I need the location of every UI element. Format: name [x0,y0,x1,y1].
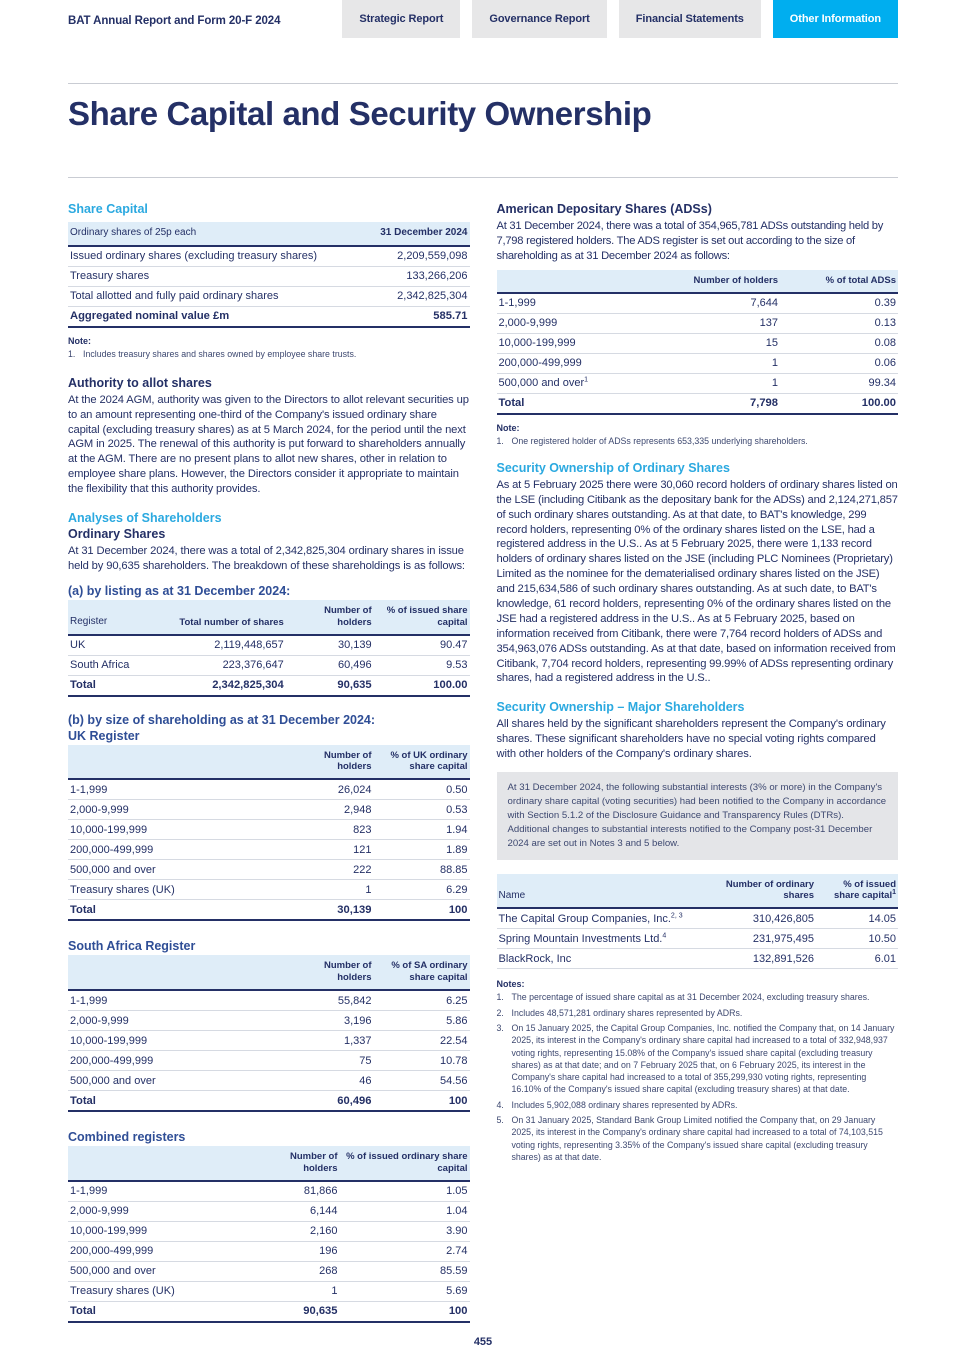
table-total-row [68,1091,470,1112]
row-value: 2,209,559,098 [335,246,470,267]
total-value: 585.71 [335,306,470,327]
table-row [68,635,470,656]
table-body [68,635,470,676]
column-header: % of issued ordinary share capital [340,1146,470,1181]
table-row [497,293,899,314]
row-value: 1 [630,373,780,393]
table-header-row [68,955,470,990]
row-value: 223,376,647 [168,655,286,675]
note-number: 3. [496,1022,504,1033]
row-value: 5.69 [340,1281,470,1301]
table-body [497,908,899,969]
table-row [68,1281,470,1301]
column-header-text: % of issued share capital [834,878,896,902]
table-row [497,313,899,333]
total-value: 100.00 [374,675,470,696]
note-item [497,1022,899,1096]
row-value: 2,160 [252,1221,340,1241]
column-header-footnote: 1 [892,889,896,897]
note-item [497,1099,899,1111]
share-capital-heading: Share Capital [68,202,148,216]
row-label: 500,000 and over [68,860,286,880]
column-header: Name [497,874,715,909]
column-header: Number of holders [252,1146,340,1181]
total-label: Total [68,1091,286,1112]
table-total-row [68,1301,470,1322]
note-item [497,1114,899,1163]
note-text: Includes 5,902,088 ordinary shares represented by ADRs. [511,1099,738,1110]
column-header: Number of holders [286,745,374,780]
table-row [497,949,899,969]
major-notes [497,979,899,1163]
note-text: The percentage of issued share capital as at 31 December 2024, excluding treasury shares. [511,992,870,1003]
sa-register-table [68,955,470,1112]
header-divider [68,83,898,84]
row-value: 3.90 [340,1221,470,1241]
note-item [68,348,470,360]
percent-value: 6.01 [816,949,898,969]
top-navigation [0,0,966,40]
row-value: 54.56 [374,1071,470,1091]
table-row [68,246,470,267]
table-row [68,1181,470,1202]
row-label: Treasury shares [68,266,335,286]
row-label: 10,000-199,999 [68,1221,252,1241]
column-header: % of UK ordinary share capital [374,745,470,780]
row-label: 1-1,999 [68,779,286,800]
row-label: 10,000-199,999 [68,1031,286,1051]
note-item [497,1007,899,1019]
total-value: 7,798 [630,393,780,414]
table-row [68,820,470,840]
table-body [68,990,470,1091]
uk-register-subcaption: UK Register [68,728,140,743]
nav-tabs [342,0,898,38]
column-header: % of total ADSs [780,270,898,293]
table-row [68,1201,470,1221]
row-value: 26,024 [286,779,374,800]
major-shareholders-heading: Security Ownership – Major Shareholders [496,700,745,715]
total-value: 90,635 [286,675,374,696]
row-value: 1,337 [286,1031,374,1051]
row-label: 200,000-499,999 [68,1241,252,1261]
row-label: Total allotted and fully paid ordinary shares [68,286,335,306]
column-header [68,955,286,990]
row-value: 1.05 [340,1181,470,1202]
row-label: 200,000-499,999 [497,353,631,373]
total-value: 100.00 [780,393,898,414]
row-value: 133,266,206 [335,266,470,286]
note-list [497,991,899,1163]
page-title: Share Capital and Security Ownership [68,95,652,132]
tab-governance-report[interactable]: Governance Report [472,0,606,38]
row-value: 0.50 [374,779,470,800]
column-header [816,874,898,909]
table-row [68,1241,470,1261]
row-value: 75 [286,1051,374,1071]
row-value: 99.34 [780,373,898,393]
table-row [68,1051,470,1071]
row-value: 9.53 [374,655,470,675]
table-header-row [497,270,899,293]
row-value: 0.08 [780,333,898,353]
table-total-row [497,393,899,414]
page-number: 455 [473,1336,493,1348]
substantial-interests-box: At 31 December 2024, the following substantial interests (3% or more) in the Company's ordinary share capital (voting securities) had been notified to the Company in accordance with Section 5.1.2 of the Disclosure Guidance and Transparency Rules (DTRs). Additional changes to substantial interests notified to the Company post-31 December 2024 are set out in Notes 3 and 5 below. [497,772,899,860]
total-value: 30,139 [286,900,374,921]
row-value: 222 [286,860,374,880]
row-value: 1.89 [374,840,470,860]
table-header-row [68,222,470,246]
notes-label: Notes: [496,979,525,990]
share-capital-notes [68,336,470,360]
row-label: 2,000-9,999 [497,313,631,333]
total-value: 60,496 [286,1091,374,1112]
table-row [68,860,470,880]
table-row [68,840,470,860]
row-value: 5.86 [374,1011,470,1031]
note-label: Note: [68,335,91,346]
ads-notes [497,423,899,447]
row-label: Issued ordinary shares (excluding treasury shares) [68,246,335,267]
table-header-row [68,745,470,780]
table-body [68,1181,470,1302]
analyses-paragraph: At 31 December 2024, there was a total of 2,342,825,304 ordinary shares in issue held by 90,635 shareholders. The breakdown of these shareholdings is as follows: [68,545,465,572]
uk-register-caption: (b) by size of shareholding as at 31 December 2024: [68,712,376,727]
row-value: 10.78 [374,1051,470,1071]
table-row [68,266,470,286]
shareholder-name: The Capital Group Companies, Inc.$^{2, 3}$ [497,908,715,929]
row-label: 10,000-199,999 [497,333,631,353]
column-header: Number of holders [286,955,374,990]
report-brand: BAT Annual Report and Form 20-F 2024 [68,15,281,27]
table-header-row [497,874,899,909]
row-value: 1.94 [374,820,470,840]
column-header: % of SA ordinary share capital [374,955,470,990]
row-value: 823 [286,820,374,840]
column-header: % of issued share capital [374,600,470,635]
note-number: 1. [496,992,504,1003]
row-value: 1 [630,353,780,373]
listing-table-caption: (a) by listing as at 31 December 2024: [68,583,291,598]
tab-other-information[interactable]: Other Information [773,0,898,38]
total-value: 90,635 [252,1301,340,1322]
row-label: 10,000-199,999 [68,820,286,840]
shares-value: 310,426,805 [714,908,816,929]
tab-financial-statements[interactable]: Financial Statements [619,0,761,38]
column-header: Number of holders [286,600,374,635]
note-number: 4. [496,1099,504,1110]
row-label: South Africa [68,655,168,675]
tab-strategic-report[interactable]: Strategic Report [342,0,460,38]
row-value: 0.39 [780,293,898,314]
row-label: 2,000-9,999 [68,800,286,820]
percent-value: 14.05 [816,908,898,929]
row-value: 81,866 [252,1181,340,1202]
row-value: 46 [286,1071,374,1091]
note-number: 1. [68,348,76,359]
table-row [68,800,470,820]
analyses-heading: Analyses of Shareholders [68,511,222,526]
total-value: 2,342,825,304 [168,675,286,696]
combined-register-caption: Combined registers [68,1130,186,1145]
content-columns [68,202,898,1325]
row-value: 137 [630,313,780,333]
row-value: 3,196 [286,1011,374,1031]
row-value: 85.59 [340,1261,470,1281]
table-row [68,1221,470,1241]
column-header: 31 December 2024 [335,222,470,246]
row-value: 2,119,448,657 [168,635,286,656]
note-number: 1. [496,435,504,446]
column-header [68,1146,252,1181]
note-text: On 15 January 2025, the Capital Group Companies, Inc. notified the Company that, on 14 January 2025, its interest in the Company's ordinary share capital had increased to a total of 332,948,937 voting rights, representing 15.08% of the Company's issued share capital (excluding treasury shares) as at that date; and on 7 February 2025 that, on 6 February 2025, its interest in the Company's share capital had increased to a total of 355,299,930 voting rights, representing 16.10% of the Company's issued share capital (excluding treasury shares) at that date. [511,1022,895,1095]
column-header: Register [68,600,168,635]
table-row [497,373,899,393]
row-label: 200,000-499,999 [68,840,286,860]
table-row [68,880,470,900]
table-total-row [68,306,470,327]
uk-register-table [68,745,470,922]
table-body [497,293,899,394]
ads-table [497,270,899,415]
table-row [68,1031,470,1051]
column-header: Ordinary shares of 25p each [68,222,335,246]
row-label: 1-1,999 [68,990,286,1011]
row-value: 6.25 [374,990,470,1011]
table-row [68,990,470,1011]
table-header-row [68,600,470,635]
ads-paragraph: At 31 December 2024, there was a total of 354,965,781 ADSs outstanding held by 7,798 registered holders. The ADS register is set out according to the size of shareholding as at 31 December 2024 as follows: [496,220,884,262]
table-row [68,655,470,675]
row-value: 90.47 [374,635,470,656]
percent-value: 10.50 [816,929,898,949]
authority-paragraph: At the 2024 AGM, authority was given to the Directors to allot relevant securities up to an amount representing one-third of the Company's issued ordinary share capital (excluding treasury shares) as at 5 March 2024, for the period until the next AGM in 2025. The renewal of this authority is put forward to shareholders annually at the AGM. There are no present plans to allot new shares, other in relation to employee share plans. However, the Directors consider it appropriate to maintain the flexibility that this authority provides. [68,393,469,496]
note-text: One registered holder of ADSs represents 653,335 underlying shareholders. [511,435,808,446]
note-list [497,435,899,447]
total-value: 100 [374,1091,470,1112]
table-row [497,929,899,949]
shareholder-name: BlackRock, Inc [497,949,715,969]
row-value: 2,948 [286,800,374,820]
row-label: 500,000 and over [68,1071,286,1091]
row-value: 30,139 [286,635,374,656]
table-row [68,286,470,306]
shareholder-name: Spring Mountain Investments Ltd.$^4$ [497,929,715,949]
note-text: Includes 48,571,281 ordinary shares represented by ADRs. [511,1007,743,1018]
ordinary-shares-heading: Ordinary Shares [68,527,166,542]
row-value: 22.54 [374,1031,470,1051]
row-value: 1.04 [340,1201,470,1221]
table-row [497,908,899,929]
column-header: Total number of shares [168,600,286,635]
row-value: 7,644 [630,293,780,314]
row-label: 1-1,999 [497,293,631,314]
row-value: 268 [252,1261,340,1281]
row-value: 0.53 [374,800,470,820]
total-value: 100 [340,1301,470,1322]
row-label: 200,000-499,999 [68,1051,286,1071]
shares-value: 132,891,526 [714,949,816,969]
row-value: 1 [286,880,374,900]
left-column [68,202,470,1325]
note-label: Note: [496,422,520,433]
row-value: 15 [630,333,780,353]
share-capital-table [68,222,470,328]
sa-register-caption: South Africa Register [68,939,196,954]
total-label: Aggregated nominal value £m [68,306,335,327]
column-header: Number of holders [630,270,780,293]
note-text: On 31 January 2025, Standard Bank Group Limited notified the Company that, on 29 January 2025, its interest in the Company's ordinary share capital had increased to a total of 74,103,515 voting rights, representing 3.35% of the Company's issued share capital (excluding treasury shares) as at that date. [511,1115,883,1163]
row-value: 121 [286,840,374,860]
row-value: 55,842 [286,990,374,1011]
table-row [497,333,899,353]
row-value: 1 [252,1281,340,1301]
listing-table [68,600,470,697]
total-value: 100 [374,900,470,921]
row-label: Treasury shares (UK) [68,1281,252,1301]
major-shareholders-table [497,874,899,970]
row-label: 2,000-9,999 [68,1201,252,1221]
row-label: UK [68,635,168,656]
ads-heading: American Depositary Shares (ADSs) [496,202,712,216]
total-label: Total [68,900,286,921]
major-shareholders-paragraph: All shares held by the significant shareholders represent the Company's ordinary shares. These significant shareholders have no special voting rights compared with other holders of the Company's ordinary shares. [496,718,886,761]
note-text: Includes treasury shares and shares owned by employee share trusts. [83,348,357,359]
row-value: 6.29 [374,880,470,900]
table-row [68,1071,470,1091]
table-total-row [68,900,470,921]
table-header-row [68,1146,470,1181]
row-label: 2,000-9,999 [68,1011,286,1031]
authority-heading: Authority to allot shares [68,375,212,390]
row-label: 500,000 and over [68,1261,252,1281]
table-row [68,1261,470,1281]
right-column [497,202,899,1325]
total-label: Total [68,675,168,696]
row-value: 2,342,825,304 [335,286,470,306]
column-header: Number of ordinary shares [714,874,816,909]
table-body [68,779,470,900]
column-header [497,270,631,293]
column-header [68,745,286,780]
note-number: 5. [496,1115,504,1126]
row-value: 6,144 [252,1201,340,1221]
total-label: Total [68,1301,252,1322]
table-body [68,246,470,307]
row-label: 500,000 and over$^1$ [497,373,631,393]
row-value: 2.74 [340,1241,470,1261]
ownership-heading: Security Ownership of Ordinary Shares [496,460,730,475]
note-item [497,991,899,1003]
note-item [497,435,899,447]
total-label: Total [497,393,631,414]
title-divider [68,177,898,178]
ownership-paragraph: As at 5 February 2025 there were 30,060 record holders of ordinary shares listed on the LSE (including Citibank as the depositary bank for the ADSs) and 2,124,271,857 of such ordinary shares outstanding. As at that date, to BAT's knowledge, 299 record holders, representing 0% of the ordinary shares listed on the LSE, had a registered address in the U.S.. As at 5 February 2025, there were 1,133 record holders of ordinary shares listed on the JSE (including PLC Nominees (Proprietary) Limited as the nominee for the dematerialised ordinary shares listed on the JSE) and 215,634,586 of such ordinary shares outstanding. As at such date, to BAT's knowledge, 61 record holders, representing 0% of the ordinary shares listed on the JSE had a registered address in the U.S.. As at 5 February 2025, based on information received from Citibank, there were 7,764 record holders of ADSs and 354,963,076 ADSs outstanding. As at that date, based on information received from Citibank, 7,704 record holders, representing 99.99% of ADSs representing ordinary shares, had a registered address in the U.S.. [496,478,898,685]
row-label: Treasury shares (UK) [68,880,286,900]
table-row [497,353,899,373]
table-total-row [68,675,470,696]
row-value: 0.06 [780,353,898,373]
combined-register-table [68,1146,470,1323]
note-number: 2. [496,1007,504,1018]
table-row [68,779,470,800]
row-value: 60,496 [286,655,374,675]
row-value: 88.85 [374,860,470,880]
table-row [68,1011,470,1031]
row-value: 196 [252,1241,340,1261]
note-list [68,348,470,360]
row-value: 0.13 [780,313,898,333]
shares-value: 231,975,495 [714,929,816,949]
row-label: 1-1,999 [68,1181,252,1202]
